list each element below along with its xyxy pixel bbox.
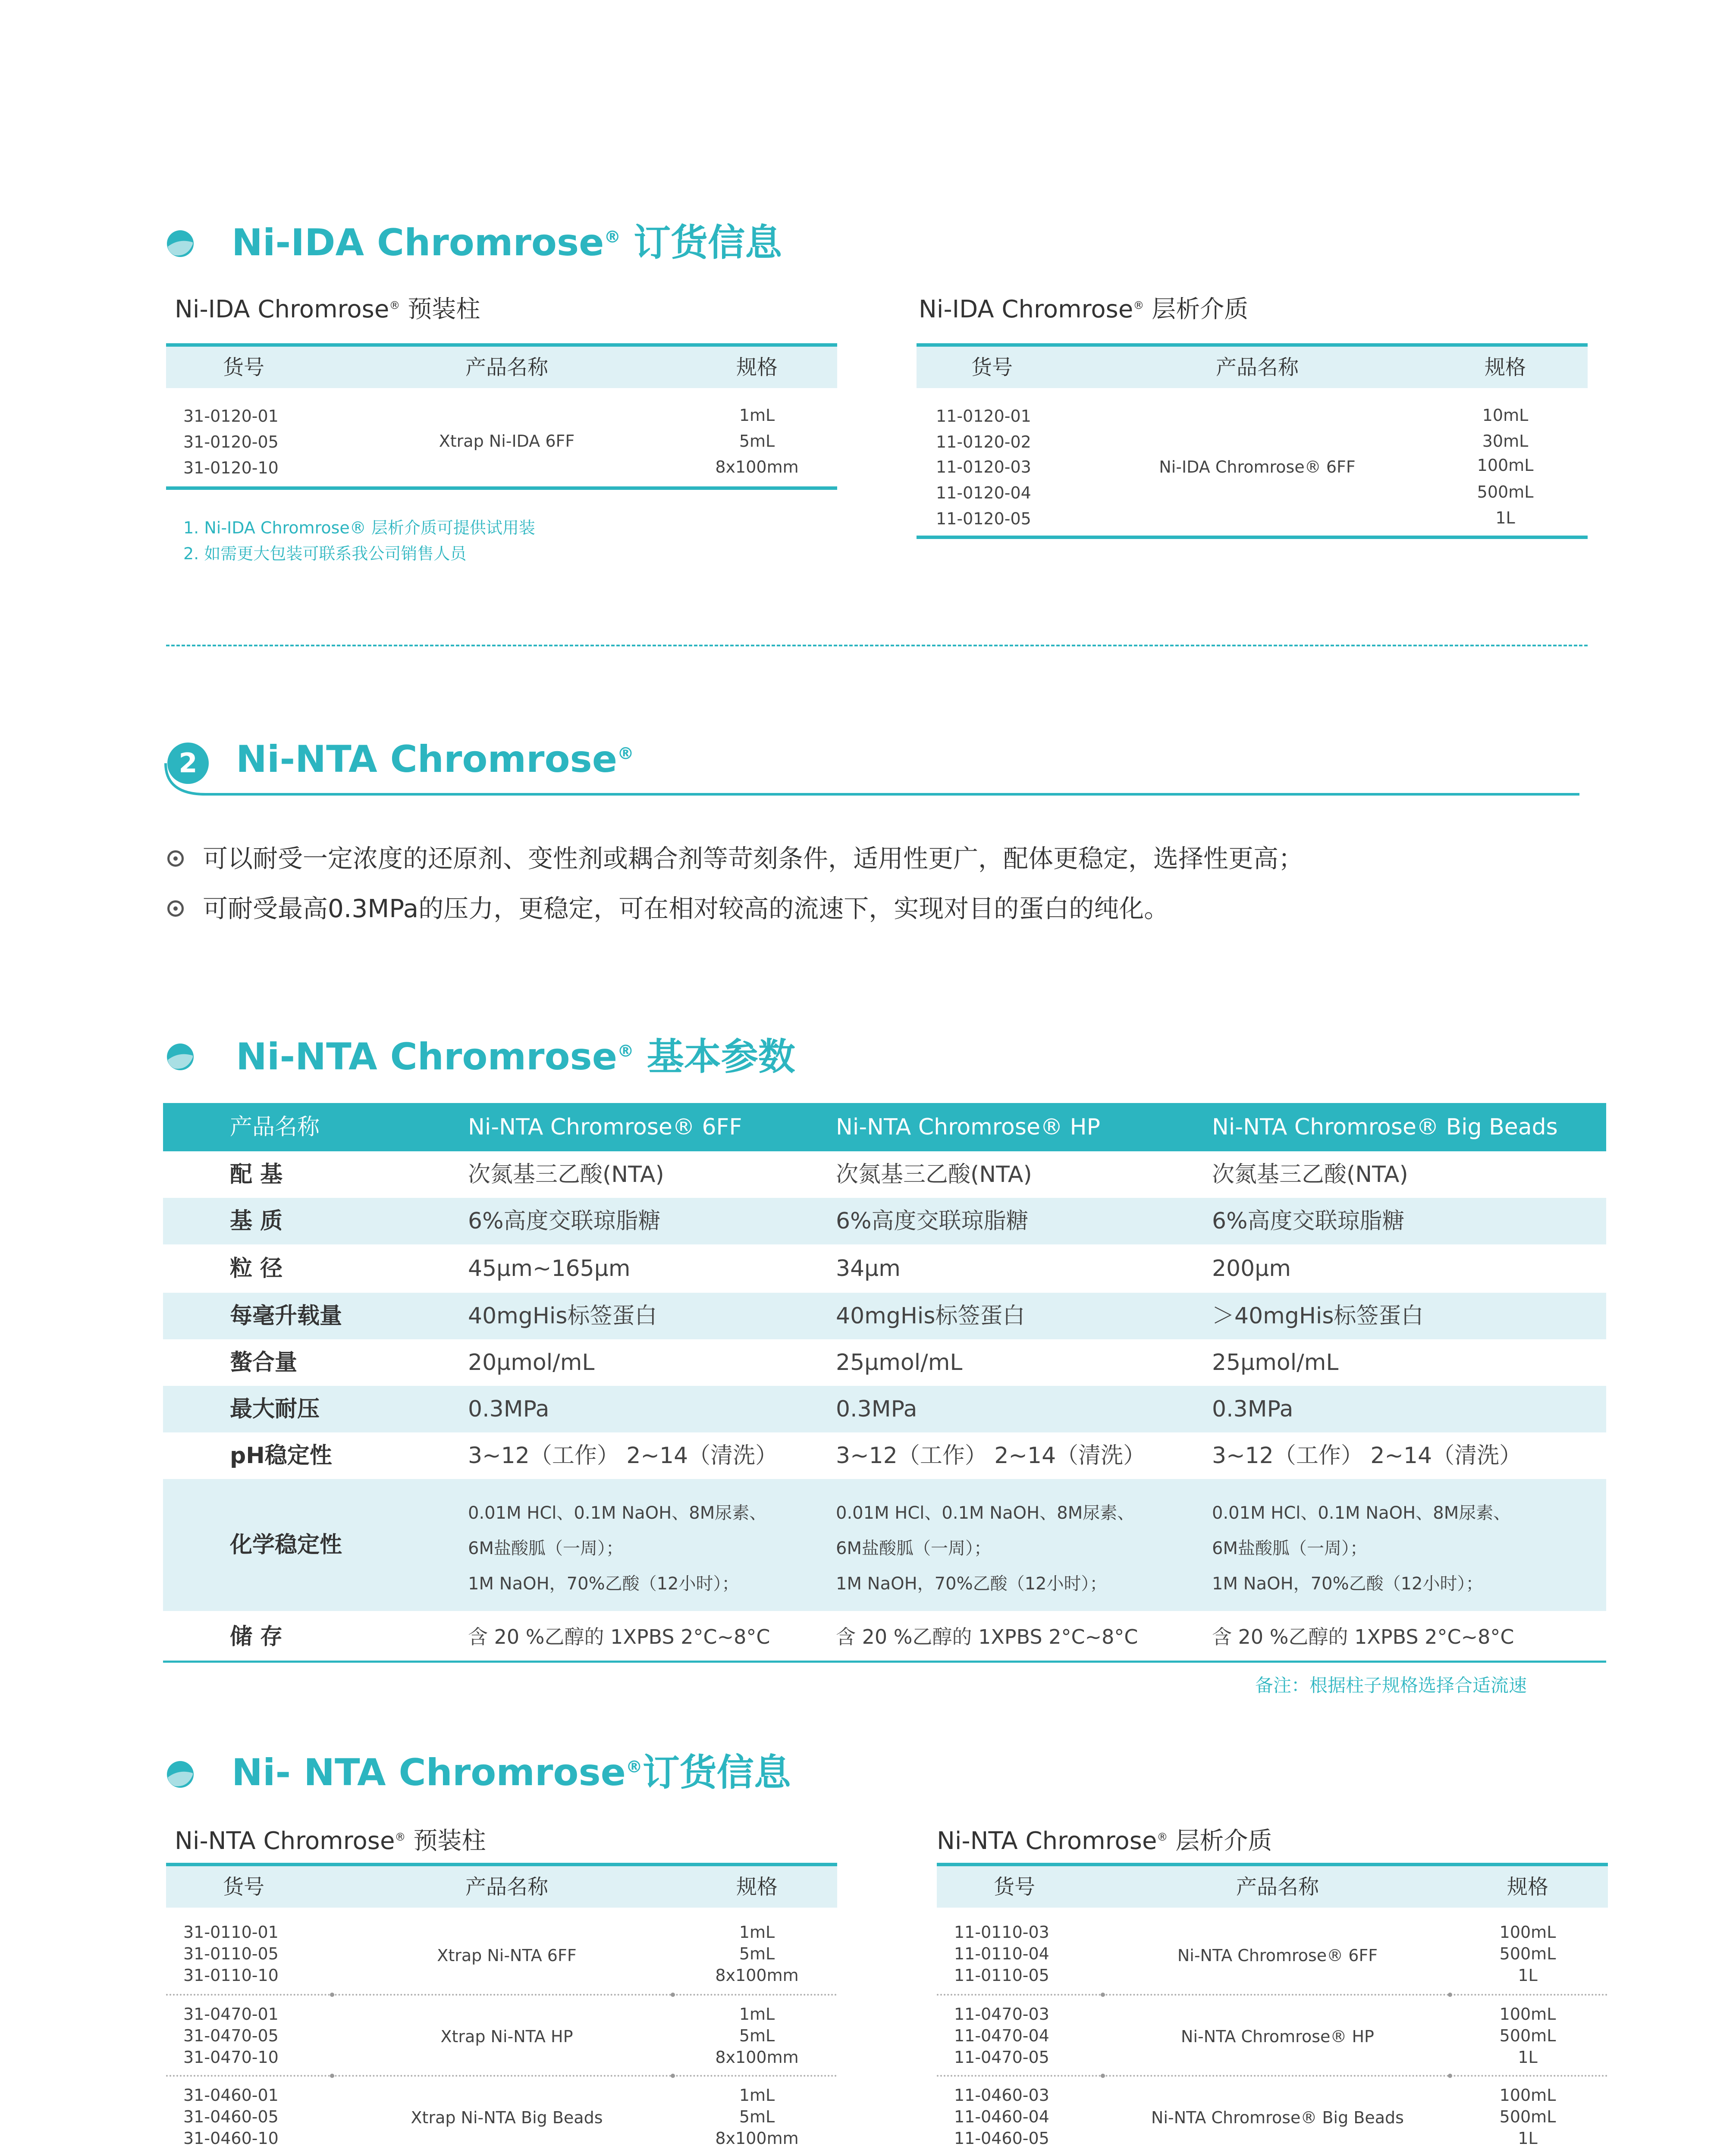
section-number-badge: 2 bbox=[167, 743, 209, 784]
code-cell: 31-0470-05 bbox=[183, 2026, 279, 2045]
header-big-beads: Ni-NTA Chromrose® Big Beads bbox=[1212, 1114, 1558, 1140]
ni-nta-prepacked-table bbox=[166, 1863, 837, 2156]
value-line: 0.01M HCl、0.1M NaOH、8M尿素、 bbox=[836, 1503, 1135, 1523]
value-line: 1M NaOH，70%乙酸（12小时）； bbox=[1212, 1574, 1483, 1594]
value-line: 1M NaOH，70%乙酸（12小时）； bbox=[468, 1574, 739, 1594]
value-cell: 20μmol/mL bbox=[468, 1350, 595, 1376]
value-line: 6M盐酸胍（一周）； bbox=[836, 1539, 991, 1558]
header-code: 货号 bbox=[223, 1875, 265, 1899]
params-row-chelation bbox=[163, 1339, 1606, 1386]
table-bottom-rule bbox=[917, 536, 1588, 539]
value-cell: 0.3MPa bbox=[1212, 1396, 1293, 1422]
group-separator bbox=[166, 1994, 837, 1996]
section-title-ni-nta-params: Ni-NTA Chromrose® 基本参数 bbox=[236, 1035, 795, 1078]
value-cell: 6%高度交联琼脂糖 bbox=[468, 1208, 661, 1234]
subtitle-ni-ida-prepacked: Ni-IDA Chromrose® 预装柱 bbox=[175, 295, 480, 323]
spec-cell: 1mL bbox=[739, 2086, 775, 2105]
code-cell: 11-0460-03 bbox=[954, 2086, 1049, 2105]
feature-bullet-2: 可耐受最高0.3MPa的压力，更稳定，可在相对较高的流速下，实现对目的蛋白的纯化。 bbox=[167, 896, 1169, 921]
code-cell: 31-0110-01 bbox=[183, 1923, 279, 1942]
spec-cell: 1L bbox=[1518, 2129, 1538, 2148]
value-cell: 0.3MPa bbox=[836, 1396, 917, 1422]
separator-dot bbox=[671, 2074, 675, 2078]
params-row-matrix bbox=[163, 1198, 1606, 1244]
product-cell: Xtrap Ni-NTA Big Beads bbox=[411, 2108, 603, 2127]
separator-dot bbox=[1101, 2074, 1105, 2078]
spec-cell: 30mL bbox=[1482, 432, 1529, 451]
params-row-storage bbox=[163, 1611, 1606, 1663]
bullet-icon bbox=[167, 850, 184, 867]
value-cell bbox=[836, 1495, 1134, 1601]
product-cell: Ni-NTA Chromrose® 6FF bbox=[1177, 1946, 1378, 1965]
header-spec: 规格 bbox=[736, 1875, 778, 1899]
product-cell: Ni-NTA Chromrose® HP bbox=[1181, 2027, 1374, 2046]
value-cell: 45μm~165μm bbox=[468, 1256, 631, 1282]
code-cell: 31-0470-10 bbox=[183, 2048, 279, 2067]
params-row-max-pressure bbox=[163, 1386, 1606, 1432]
note-1: 1. Ni-IDA Chromrose® 层析介质可提供试用装 bbox=[183, 518, 535, 537]
value-cell: 3~12（工作） 2~14（清洗） bbox=[468, 1443, 778, 1469]
header-6ff: Ni-NTA Chromrose® 6FF bbox=[468, 1114, 742, 1140]
spec-cell: 500mL bbox=[1499, 2107, 1556, 2126]
separator-dot bbox=[1101, 1993, 1105, 1997]
subtitle-ni-nta-media: Ni-NTA Chromrose® 层析介质 bbox=[937, 1827, 1272, 1855]
value-cell: 6%高度交联琼脂糖 bbox=[836, 1208, 1029, 1234]
value-line: 1M NaOH，70%乙酸（12小时）； bbox=[836, 1574, 1107, 1594]
params-row-chemical-stability bbox=[163, 1479, 1606, 1611]
note-2: 2. 如需更大包装可联系我公司销售人员 bbox=[183, 544, 467, 563]
code-cell: 11-0460-05 bbox=[954, 2129, 1049, 2148]
subtitle-ni-nta-prepacked: Ni-NTA Chromrose® 预装柱 bbox=[175, 1827, 486, 1855]
code-cell: 11-0110-05 bbox=[954, 1966, 1049, 1985]
code-cell: 31-0120-01 bbox=[183, 407, 279, 426]
value-cell: 含 20 %乙醇的 1XPBS 2°C~8°C bbox=[836, 1625, 1138, 1648]
value-cell: 次氮基三乙酸(NTA) bbox=[1212, 1162, 1408, 1188]
spec-cell: 1L bbox=[1518, 1966, 1538, 1985]
leaf-icon bbox=[166, 229, 195, 258]
value-cell: 40mgHis标签蛋白 bbox=[836, 1303, 1025, 1329]
value-cell: 含 20 %乙醇的 1XPBS 2°C~8°C bbox=[468, 1625, 770, 1648]
value-line: 6M盐酸胍（一周）； bbox=[1212, 1539, 1367, 1558]
value-line: 0.01M HCl、0.1M NaOH、8M尿素、 bbox=[1212, 1503, 1511, 1523]
header-code: 货号 bbox=[971, 355, 1013, 379]
spec-cell: 8x100mm bbox=[715, 2129, 799, 2148]
leaf-icon bbox=[166, 1760, 195, 1789]
table-header bbox=[917, 343, 1588, 388]
product-cell: Ni-IDA Chromrose® 6FF bbox=[1159, 458, 1356, 476]
value-cell: 25μmol/mL bbox=[1212, 1350, 1339, 1376]
group-separator bbox=[937, 1994, 1608, 1996]
code-cell: 11-0470-04 bbox=[954, 2026, 1049, 2045]
code-cell: 31-0460-05 bbox=[183, 2107, 279, 2126]
spec-cell: 500mL bbox=[1477, 483, 1534, 501]
spec-cell: 1L bbox=[1495, 508, 1515, 527]
separator-dot bbox=[1448, 1993, 1452, 1997]
product-cell: Xtrap Ni-NTA HP bbox=[440, 2027, 573, 2046]
separator-dot bbox=[671, 1993, 675, 1997]
params-row-capacity bbox=[163, 1293, 1606, 1339]
row-label: 配 基 bbox=[230, 1162, 283, 1188]
code-cell: 31-0460-10 bbox=[183, 2129, 279, 2148]
params-row-ph-stability bbox=[163, 1432, 1606, 1479]
value-cell: 次氮基三乙酸(NTA) bbox=[836, 1162, 1032, 1188]
spec-cell: 1mL bbox=[739, 406, 775, 425]
value-cell: 3~12（工作） 2~14（清洗） bbox=[836, 1443, 1146, 1469]
spec-cell: 1mL bbox=[739, 2005, 775, 2024]
ni-ida-media-table bbox=[917, 343, 1588, 542]
value-cell bbox=[1212, 1495, 1510, 1601]
code-cell: 11-0120-01 bbox=[936, 407, 1031, 426]
separator-dot bbox=[330, 1993, 334, 1997]
product-cell: Xtrap Ni-IDA 6FF bbox=[439, 432, 575, 451]
spec-cell: 100mL bbox=[1499, 2005, 1556, 2024]
table-bottom-rule bbox=[166, 486, 837, 490]
row-label: 基 质 bbox=[230, 1208, 283, 1234]
header-spec: 规格 bbox=[736, 355, 778, 379]
code-cell: 11-0110-03 bbox=[954, 1923, 1049, 1942]
header-product: 产品名称 bbox=[1215, 355, 1299, 379]
ni-nta-media-table bbox=[937, 1863, 1608, 2156]
spec-cell: 500mL bbox=[1499, 1944, 1556, 1963]
table-header bbox=[937, 1863, 1608, 1908]
header-spec: 规格 bbox=[1507, 1875, 1549, 1899]
params-row-particle-size bbox=[163, 1244, 1606, 1293]
spec-cell: 500mL bbox=[1499, 2026, 1556, 2045]
code-cell: 11-0460-04 bbox=[954, 2107, 1049, 2126]
row-label: 螯合量 bbox=[230, 1350, 298, 1376]
row-label: 每毫升载量 bbox=[230, 1303, 342, 1329]
code-cell: 11-0120-04 bbox=[936, 483, 1031, 502]
code-cell: 31-0110-05 bbox=[183, 1944, 279, 1963]
separator-dot bbox=[1448, 2074, 1452, 2078]
table-header bbox=[166, 1863, 837, 1908]
product-cell: Ni-NTA Chromrose® Big Beads bbox=[1151, 2108, 1404, 2127]
header-hp: Ni-NTA Chromrose® HP bbox=[836, 1114, 1100, 1140]
params-header-row bbox=[163, 1103, 1606, 1151]
spec-cell: 10mL bbox=[1482, 406, 1529, 425]
row-label: 最大耐压 bbox=[230, 1396, 320, 1422]
value-cell: 含 20 %乙醇的 1XPBS 2°C~8°C bbox=[1212, 1625, 1514, 1648]
value-cell: 25μmol/mL bbox=[836, 1350, 963, 1376]
spec-cell: 5mL bbox=[739, 2107, 775, 2126]
code-cell: 11-0120-05 bbox=[936, 509, 1031, 528]
value-line: 0.01M HCl、0.1M NaOH、8M尿素、 bbox=[468, 1503, 767, 1523]
value-cell: 40mgHis标签蛋白 bbox=[468, 1303, 657, 1329]
code-cell: 11-0110-04 bbox=[954, 1944, 1049, 1963]
row-label: 储 存 bbox=[230, 1624, 283, 1650]
value-cell: 6%高度交联琼脂糖 bbox=[1212, 1208, 1405, 1234]
value-cell: 次氮基三乙酸(NTA) bbox=[468, 1162, 664, 1188]
header-code: 货号 bbox=[223, 355, 265, 379]
code-cell: 11-0120-03 bbox=[936, 458, 1031, 476]
code-cell: 11-0120-02 bbox=[936, 432, 1031, 451]
product-cell: Xtrap Ni-NTA 6FF bbox=[437, 1946, 577, 1965]
spec-cell: 100mL bbox=[1499, 1923, 1556, 1942]
table-header bbox=[166, 343, 837, 388]
spec-cell: 8x100mm bbox=[715, 1966, 799, 1985]
row-label: 化学稳定性 bbox=[230, 1532, 342, 1558]
row-label: pH稳定性 bbox=[230, 1443, 332, 1469]
separator-dot bbox=[330, 2074, 334, 2078]
section-title-ni-nta-ordering: Ni- NTA Chromrose®订货信息 bbox=[232, 1751, 791, 1794]
value-cell: 200μm bbox=[1212, 1256, 1291, 1282]
ni-ida-prepacked-table bbox=[166, 343, 837, 490]
header-product-name: 产品名称 bbox=[230, 1114, 320, 1140]
section-divider bbox=[166, 645, 1588, 646]
spec-cell: 5mL bbox=[739, 1944, 775, 1963]
value-cell: 0.3MPa bbox=[468, 1396, 549, 1422]
spec-cell: 5mL bbox=[739, 2026, 775, 2045]
spec-cell: 1L bbox=[1518, 2048, 1538, 2067]
code-cell: 31-0470-01 bbox=[183, 2005, 279, 2024]
value-cell: ＞40mgHis标签蛋白 bbox=[1212, 1303, 1424, 1329]
spec-cell: 8x100mm bbox=[715, 458, 799, 476]
group-separator bbox=[937, 2075, 1608, 2077]
feature-bullet-1: 可以耐受一定浓度的还原剂、变性剂或耦合剂等苛刻条件，适用性更广，配体更稳定，选择性更高； bbox=[167, 846, 1303, 871]
value-cell: 34μm bbox=[836, 1256, 901, 1282]
header-product: 产品名称 bbox=[1236, 1875, 1319, 1899]
section-title-ni-nta: Ni-NTA Chromrose® bbox=[236, 738, 634, 781]
code-cell: 31-0110-10 bbox=[183, 1966, 279, 1985]
code-cell: 31-0120-10 bbox=[183, 458, 279, 477]
params-row-ligand bbox=[163, 1151, 1606, 1198]
value-cell: 3~12（工作） 2~14（清洗） bbox=[1212, 1443, 1522, 1469]
value-line: 6M盐酸胍（一周）； bbox=[468, 1539, 623, 1558]
header-product: 产品名称 bbox=[465, 355, 549, 379]
row-label: 粒 径 bbox=[230, 1256, 283, 1282]
subtitle-ni-ida-media: Ni-IDA Chromrose® 层析介质 bbox=[919, 295, 1249, 323]
header-product: 产品名称 bbox=[465, 1875, 549, 1899]
section-title-ni-ida-ordering: Ni-IDA Chromrose® 订货信息 bbox=[232, 221, 782, 264]
spec-cell: 100mL bbox=[1477, 456, 1534, 475]
spec-cell: 5mL bbox=[739, 432, 775, 451]
code-cell: 11-0470-03 bbox=[954, 2005, 1049, 2024]
group-separator bbox=[166, 2075, 837, 2077]
leaf-icon bbox=[166, 1043, 195, 1071]
bullet-icon bbox=[167, 900, 184, 917]
code-cell: 31-0460-01 bbox=[183, 2086, 279, 2105]
code-cell: 11-0470-05 bbox=[954, 2048, 1049, 2067]
value-cell bbox=[468, 1495, 766, 1601]
header-spec: 规格 bbox=[1484, 355, 1526, 379]
spec-cell: 100mL bbox=[1499, 2086, 1556, 2105]
code-cell: 31-0120-05 bbox=[183, 432, 279, 451]
params-remark: 备注：根据柱子规格选择合适流速 bbox=[1255, 1675, 1527, 1696]
spec-cell: 8x100mm bbox=[715, 2048, 799, 2067]
spec-cell: 1mL bbox=[739, 1923, 775, 1942]
header-code: 货号 bbox=[993, 1875, 1036, 1899]
